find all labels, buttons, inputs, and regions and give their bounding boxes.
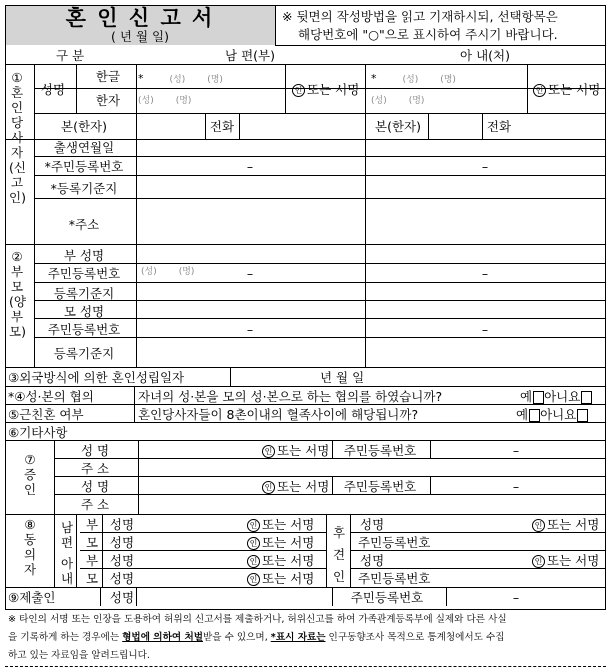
husband-side-label: 남편: [60, 520, 74, 550]
grid-line: [80, 550, 326, 551]
grid-line: [428, 113, 429, 139]
seal-icon: 인: [532, 519, 545, 532]
husband-father-rrn-dash[interactable]: –: [246, 266, 254, 281]
foreign-marriage-label: ③외국방식에 의한 혼인성립일자: [8, 370, 185, 385]
wife-mother-rrn-dash[interactable]: –: [481, 322, 489, 337]
grid-line: [326, 514, 327, 587]
grid-line: [54, 476, 606, 477]
guardian-label: 후견인: [332, 525, 346, 584]
seal-icon: 인: [247, 573, 260, 586]
h-father-name-label: 성명: [109, 517, 135, 532]
husband-seal-or-sign[interactable]: 인 또는 서명: [292, 84, 359, 97]
w-father-seal[interactable]: 인 또는 서명: [247, 555, 314, 568]
grid-line: [350, 514, 351, 587]
grid-line: [34, 175, 606, 176]
grid-line: [34, 337, 606, 338]
consanguinity-choices[interactable]: 예 아니요: [516, 409, 588, 422]
grid-line: [34, 263, 606, 264]
witness2-seal-or-sign[interactable]: 인 또는 서명: [262, 481, 329, 494]
birth-label: 출생연월일: [53, 140, 115, 155]
guardian2-name-label: 성명: [360, 553, 385, 568]
form-title: 혼 인 신 고 서: [65, 6, 215, 30]
grid-line: [34, 198, 606, 199]
grid-line: [76, 64, 77, 113]
grid-line: [6, 587, 606, 588]
grid-line: [136, 587, 137, 606]
witness1-rrn-label: 주민등록번호: [343, 443, 417, 458]
grid-line: [482, 113, 483, 139]
submitter-label: ⑨제출인: [8, 590, 56, 605]
mother-rrn-label: 주민등록번호: [47, 322, 121, 337]
grid-line: [102, 514, 103, 587]
grid-line: [430, 476, 431, 494]
cut-line: [5, 666, 606, 667]
witness1-address-label: 주 소: [80, 461, 110, 476]
witness2-rrn-label: 주민등록번호: [343, 479, 417, 494]
mother-name-label: 모 성명: [63, 304, 105, 319]
grid-line: [34, 282, 606, 283]
grid-line: [275, 6, 276, 45]
father-rrn-label: 주민등록번호: [47, 266, 121, 281]
h-mother-label: 모: [85, 535, 99, 550]
witness1-seal-or-sign[interactable]: 인 또는 서명: [262, 445, 329, 458]
h-mother-seal[interactable]: 인 또는 서명: [247, 537, 314, 550]
witness-section-label: ⑦증인: [23, 452, 37, 497]
hangul-label: 한글: [95, 69, 121, 84]
grid-line: [350, 532, 606, 533]
seal-icon: 인: [262, 445, 275, 458]
grid-line: [350, 550, 606, 551]
guardian2-seal[interactable]: 인 또는 서명: [532, 555, 599, 568]
grid-line: [100, 587, 101, 606]
footer-line-2: 을 기록하게 하는 경우에는 형법에 의하여 처벌받을 수 있으며, *표시 자료는 인구동향조사 목적으로 통계청에서도 수집: [8, 632, 505, 643]
consanguinity-label: ⑤근친혼 여부: [8, 407, 84, 422]
grid-line: [34, 244, 35, 367]
foreign-marriage-date[interactable]: 년 월 일: [320, 370, 365, 385]
grid-line: [134, 386, 135, 422]
husband-mother-rrn-dash[interactable]: –: [246, 322, 254, 337]
grid-line: [285, 64, 286, 113]
guardian1-seal[interactable]: 인 또는 서명: [532, 519, 599, 532]
grid-line: [6, 422, 606, 423]
grid-line: [138, 440, 139, 514]
checkbox-icon[interactable]: [577, 409, 588, 422]
other-matters-label: ⑥기타사항: [8, 425, 68, 440]
surname-agreement-label: *④성·본의 협의: [8, 389, 94, 404]
checkbox-icon[interactable]: [533, 391, 544, 404]
submitter-rrn-dash[interactable]: –: [512, 590, 520, 605]
checkbox-icon[interactable]: [529, 409, 540, 422]
domicile-label: *등록기준지: [50, 181, 118, 196]
grid-line: [527, 64, 528, 113]
seal-icon: 인: [247, 537, 260, 550]
grid-line: [332, 587, 333, 606]
grid-line: [6, 386, 606, 387]
witness1-name-label: 성 명: [80, 443, 110, 458]
grid-line: [34, 113, 606, 114]
grid-line: [80, 568, 326, 569]
father-domicile-label: 등록기준지: [53, 286, 115, 301]
grid-line: [34, 318, 606, 319]
grid-line: [136, 64, 137, 367]
rrn-label: *주민등록번호: [44, 159, 124, 174]
submitter-rrn-label: 주민등록번호: [350, 590, 424, 605]
grid-line: [54, 458, 606, 459]
grid-line: [239, 113, 240, 139]
hanja-label: 한자: [95, 93, 121, 108]
footer-line-1: ※ 타인의 서명 또는 인장을 도용하여 허위의 신고서를 제출하거나, 허위신고를 하여 가족관계등록부에 실제와 다른 사실: [8, 614, 507, 625]
wife-phone-label: 전화: [486, 119, 512, 134]
w-father-name-label: 성명: [109, 553, 135, 568]
grid-line: [6, 139, 606, 140]
husband-header: 남 편(부): [225, 48, 275, 63]
husband-father-rrn-field[interactable]: (성) (명): [141, 267, 195, 277]
grid-line: [275, 45, 606, 46]
name-label: 성명: [40, 82, 66, 97]
wife-header: 아 내(처): [460, 48, 510, 63]
grid-line: [34, 156, 606, 157]
seal-icon: 인: [247, 555, 260, 568]
husband-rrn-dash[interactable]: –: [246, 159, 254, 174]
grid-line: [446, 587, 447, 606]
grid-line: [332, 440, 333, 458]
wife-side-label: 아내: [60, 556, 74, 586]
w-mother-label: 모: [85, 571, 99, 586]
submitter-name-label: 성명: [109, 590, 135, 605]
grid-line: [34, 64, 35, 244]
grid-line: [34, 300, 606, 301]
h-mother-name-label: 성명: [109, 535, 135, 550]
witness2-name-label: 성 명: [80, 479, 110, 494]
grid-line: [430, 440, 431, 458]
consenter-section-label: ⑧동의자: [23, 517, 37, 577]
party-section-label: ①혼인당사자(신고인): [9, 70, 26, 205]
husband-hangul-field[interactable]: * (성) (명): [138, 72, 223, 85]
seal-icon: 인: [532, 555, 545, 568]
w-father-label: 부: [85, 553, 99, 568]
grid-line: [230, 367, 231, 386]
father-name-label: 부 성명: [63, 248, 105, 263]
grid-line: [80, 532, 326, 533]
report-date[interactable]: ( 년 월 일): [111, 29, 169, 44]
surname-agreement-question: 자녀의 성·본을 모의 성·본으로 하는 협의를 하였습니까?: [138, 389, 443, 404]
witness2-address-label: 주 소: [80, 497, 110, 512]
grid-line: [6, 404, 606, 405]
surname-agreement-choices[interactable]: 예 아니요: [520, 391, 592, 404]
grid-line: [6, 514, 606, 515]
grid-line: [6, 440, 606, 441]
witness2-rrn-dash[interactable]: –: [512, 479, 520, 494]
grid-line: [332, 476, 333, 494]
guardian1-rrn-label: 주민등록번호: [358, 535, 431, 550]
grid-line: [205, 113, 206, 139]
husband-origin-label: 본(한자): [61, 119, 107, 134]
guardian1-name-label: 성명: [360, 517, 385, 532]
address-label: *주소: [68, 217, 100, 232]
seal-icon: 인: [247, 519, 260, 532]
grid-line: [6, 367, 606, 368]
seal-icon: 인: [292, 84, 305, 97]
grid-line: [365, 64, 366, 367]
wife-father-rrn-dash[interactable]: –: [481, 266, 489, 281]
mother-domicile-label: 등록기준지: [53, 346, 115, 361]
footer-line-3: 하고 있는 자료임을 알려드립니다.: [8, 650, 150, 661]
wife-seal-or-sign[interactable]: 인 또는 서명: [533, 84, 600, 97]
h-father-label: 부: [85, 517, 99, 532]
grid-line: [6, 244, 606, 245]
grid-line: [6, 64, 606, 65]
grid-line: [34, 88, 606, 89]
guardian2-rrn-label: 주민등록번호: [358, 571, 431, 586]
notice-line-1: ※ 뒷면의 작성방법을 읽고 기재하시되, 선택항목은: [282, 9, 558, 24]
witness1-rrn-dash[interactable]: –: [512, 443, 520, 458]
consanguinity-question: 혼인당사자들이 8촌이내의 혈족사이에 해당됩니까?: [138, 407, 419, 422]
seal-icon: 인: [533, 84, 546, 97]
w-mother-name-label: 성명: [109, 571, 135, 586]
husband-phone-label: 전화: [209, 119, 235, 134]
grid-line: [54, 494, 606, 495]
wife-origin-label: 본(한자): [375, 119, 421, 134]
category-header: 구 분: [55, 48, 85, 63]
wife-rrn-dash[interactable]: –: [481, 159, 489, 174]
wife-hangul-field[interactable]: * (성) (명): [371, 72, 456, 85]
parents-section-label: ②부모(양부모): [9, 249, 26, 339]
seal-icon: 인: [262, 481, 275, 494]
notice-line-2: 해당번호에 "○"으로 표시하여 주시기 바랍니다.: [298, 27, 558, 42]
husband-hanja-field[interactable]: (성) (명): [138, 96, 192, 106]
h-father-seal[interactable]: 인 또는 서명: [247, 519, 314, 532]
checkbox-icon[interactable]: [581, 391, 592, 404]
grid-line: [54, 514, 55, 587]
grid-line: [76, 514, 77, 587]
grid-line: [54, 440, 55, 514]
wife-hanja-field[interactable]: (성) (명): [371, 96, 425, 106]
w-mother-seal[interactable]: 인 또는 서명: [247, 573, 314, 586]
grid-line: [350, 568, 606, 569]
